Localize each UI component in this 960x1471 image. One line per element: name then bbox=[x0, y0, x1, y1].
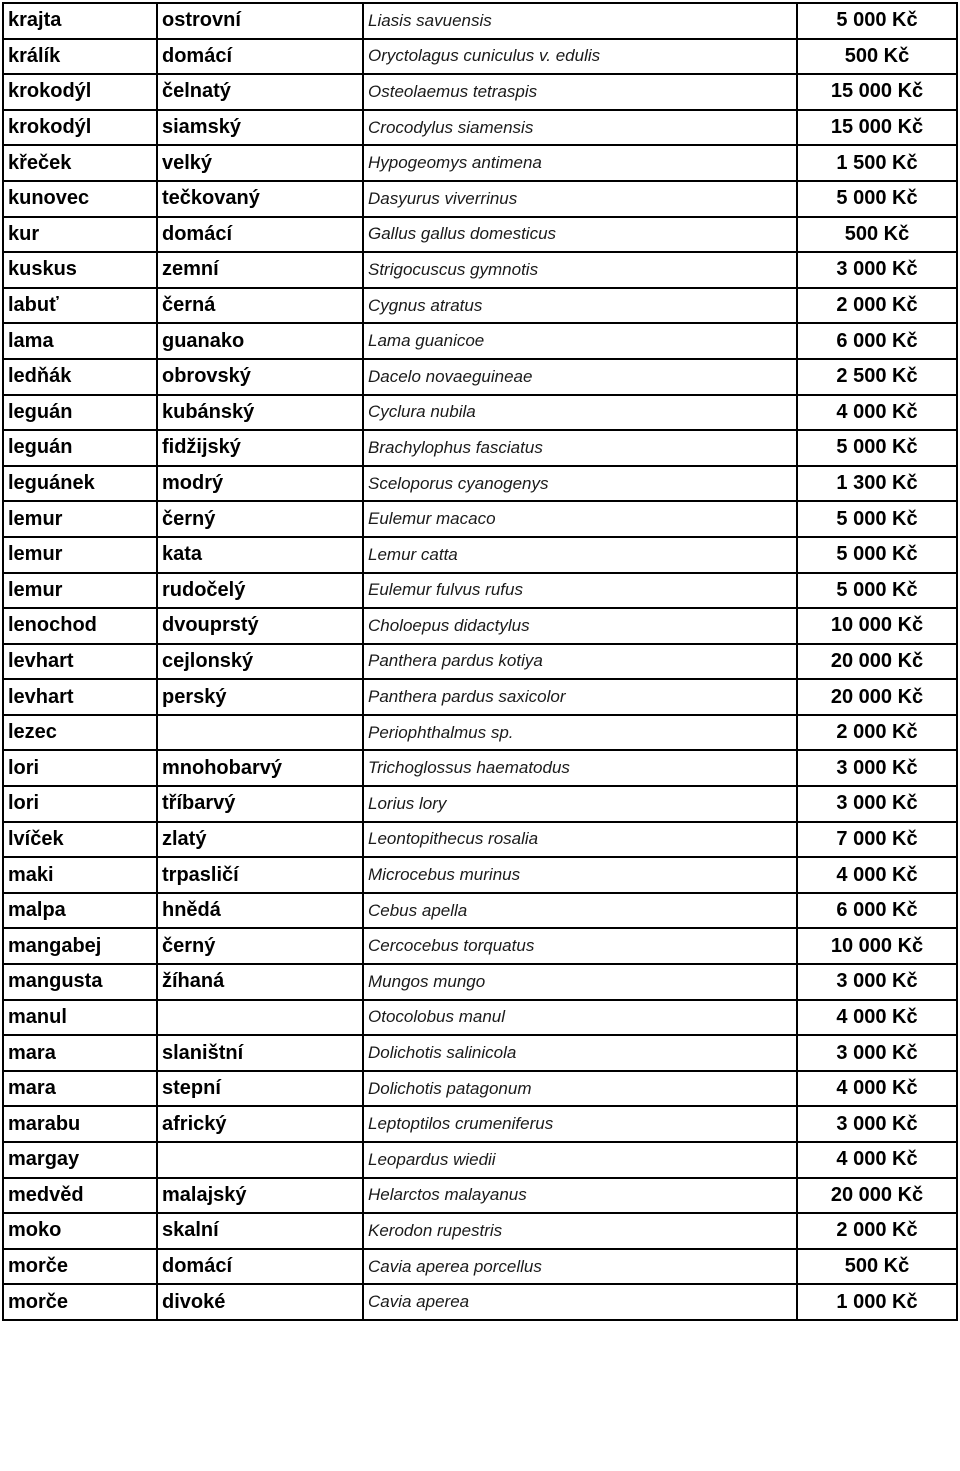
price-cell: 3 000 Kč bbox=[797, 1106, 957, 1142]
table-row bbox=[3, 181, 957, 217]
animal-adjective-cell: černý bbox=[157, 501, 363, 537]
table-row bbox=[3, 74, 957, 110]
animal-name-cell: lvíček bbox=[3, 822, 157, 858]
table-row bbox=[3, 1178, 957, 1214]
latin-name-cell: Cygnus atratus bbox=[363, 288, 797, 324]
price-cell: 3 000 Kč bbox=[797, 252, 957, 288]
table-row bbox=[3, 1071, 957, 1107]
latin-name-cell: Liasis savuensis bbox=[363, 3, 797, 39]
animal-name-cell: mangusta bbox=[3, 964, 157, 1000]
animal-adjective-cell: černý bbox=[157, 928, 363, 964]
latin-name-cell: Kerodon rupestris bbox=[363, 1213, 797, 1249]
table-row bbox=[3, 1284, 957, 1320]
table-row bbox=[3, 893, 957, 929]
table-row bbox=[3, 822, 957, 858]
animal-name-cell: lori bbox=[3, 786, 157, 822]
price-cell: 3 000 Kč bbox=[797, 1035, 957, 1071]
price-cell: 6 000 Kč bbox=[797, 893, 957, 929]
price-cell: 5 000 Kč bbox=[797, 501, 957, 537]
table-row bbox=[3, 288, 957, 324]
price-cell: 1 300 Kč bbox=[797, 466, 957, 502]
animal-adjective-cell: hnědá bbox=[157, 893, 363, 929]
price-cell: 3 000 Kč bbox=[797, 786, 957, 822]
animal-adjective-cell: obrovský bbox=[157, 359, 363, 395]
latin-name-cell: Leptoptilos crumeniferus bbox=[363, 1106, 797, 1142]
price-cell: 5 000 Kč bbox=[797, 573, 957, 609]
latin-name-cell: Brachylophus fasciatus bbox=[363, 430, 797, 466]
price-cell: 20 000 Kč bbox=[797, 644, 957, 680]
latin-name-cell: Hypogeomys antimena bbox=[363, 145, 797, 181]
animal-adjective-cell: čelnatý bbox=[157, 74, 363, 110]
price-cell: 15 000 Kč bbox=[797, 74, 957, 110]
price-cell: 500 Kč bbox=[797, 1249, 957, 1285]
animal-adjective-cell: rudočelý bbox=[157, 573, 363, 609]
price-cell: 1 000 Kč bbox=[797, 1284, 957, 1320]
animal-adjective-cell: guanako bbox=[157, 323, 363, 359]
table-row bbox=[3, 359, 957, 395]
table-row bbox=[3, 217, 957, 253]
table-row bbox=[3, 252, 957, 288]
table-row bbox=[3, 1249, 957, 1285]
table-row bbox=[3, 1106, 957, 1142]
animal-adjective-cell: skalní bbox=[157, 1213, 363, 1249]
animal-name-cell: lori bbox=[3, 750, 157, 786]
price-cell: 500 Kč bbox=[797, 39, 957, 75]
price-cell: 4 000 Kč bbox=[797, 1000, 957, 1036]
animal-name-cell: krokodýl bbox=[3, 110, 157, 146]
price-cell: 6 000 Kč bbox=[797, 323, 957, 359]
animal-adjective-cell: kata bbox=[157, 537, 363, 573]
price-cell: 5 000 Kč bbox=[797, 430, 957, 466]
animal-adjective-cell: fidžijský bbox=[157, 430, 363, 466]
price-cell: 20 000 Kč bbox=[797, 1178, 957, 1214]
animal-name-cell: labuť bbox=[3, 288, 157, 324]
animal-adjective-cell: slaništní bbox=[157, 1035, 363, 1071]
animal-adjective-cell: velký bbox=[157, 145, 363, 181]
animal-name-cell: mangabej bbox=[3, 928, 157, 964]
animal-name-cell: křeček bbox=[3, 145, 157, 181]
table-row bbox=[3, 750, 957, 786]
latin-name-cell: Dolichotis salinicola bbox=[363, 1035, 797, 1071]
latin-name-cell: Cebus apella bbox=[363, 893, 797, 929]
animal-name-cell: lezec bbox=[3, 715, 157, 751]
animal-name-cell: marabu bbox=[3, 1106, 157, 1142]
latin-name-cell: Gallus gallus domesticus bbox=[363, 217, 797, 253]
table-row bbox=[3, 323, 957, 359]
animal-name-cell: medvěd bbox=[3, 1178, 157, 1214]
animal-name-cell: lama bbox=[3, 323, 157, 359]
table-body bbox=[3, 3, 957, 1320]
table-row bbox=[3, 1142, 957, 1178]
animal-adjective-cell: zlatý bbox=[157, 822, 363, 858]
animal-name-cell: mara bbox=[3, 1071, 157, 1107]
animal-name-cell: moko bbox=[3, 1213, 157, 1249]
price-cell: 4 000 Kč bbox=[797, 395, 957, 431]
latin-name-cell: Lorius lory bbox=[363, 786, 797, 822]
animal-name-cell: ledňák bbox=[3, 359, 157, 395]
latin-name-cell: Cavia aperea bbox=[363, 1284, 797, 1320]
table-row bbox=[3, 608, 957, 644]
animal-adjective-cell: domácí bbox=[157, 217, 363, 253]
latin-name-cell: Mungos mungo bbox=[363, 964, 797, 1000]
table-row bbox=[3, 786, 957, 822]
price-cell: 3 000 Kč bbox=[797, 964, 957, 1000]
animal-name-cell: lemur bbox=[3, 537, 157, 573]
latin-name-cell: Lama guanicoe bbox=[363, 323, 797, 359]
animal-name-cell: krajta bbox=[3, 3, 157, 39]
price-cell: 10 000 Kč bbox=[797, 608, 957, 644]
animal-name-cell: manul bbox=[3, 1000, 157, 1036]
latin-name-cell: Dasyurus viverrinus bbox=[363, 181, 797, 217]
animal-adjective-cell: africký bbox=[157, 1106, 363, 1142]
animal-adjective-cell: kubánský bbox=[157, 395, 363, 431]
price-cell: 3 000 Kč bbox=[797, 750, 957, 786]
latin-name-cell: Lemur catta bbox=[363, 537, 797, 573]
animal-adjective-cell: dvouprstý bbox=[157, 608, 363, 644]
animal-price-table bbox=[2, 2, 958, 1321]
latin-name-cell: Strigocuscus gymnotis bbox=[363, 252, 797, 288]
animal-name-cell: maki bbox=[3, 857, 157, 893]
table-row bbox=[3, 679, 957, 715]
animal-name-cell: krokodýl bbox=[3, 74, 157, 110]
animal-adjective-cell: cejlonský bbox=[157, 644, 363, 680]
table-row bbox=[3, 501, 957, 537]
latin-name-cell: Helarctos malayanus bbox=[363, 1178, 797, 1214]
animal-name-cell: morče bbox=[3, 1284, 157, 1320]
animal-adjective-cell: žíhaná bbox=[157, 964, 363, 1000]
price-cell: 4 000 Kč bbox=[797, 857, 957, 893]
animal-adjective-cell: černá bbox=[157, 288, 363, 324]
table-row bbox=[3, 573, 957, 609]
animal-adjective-cell: perský bbox=[157, 679, 363, 715]
animal-name-cell: lemur bbox=[3, 501, 157, 537]
animal-adjective-cell: malajský bbox=[157, 1178, 363, 1214]
price-cell: 2 000 Kč bbox=[797, 715, 957, 751]
animal-name-cell: leguán bbox=[3, 430, 157, 466]
price-cell: 7 000 Kč bbox=[797, 822, 957, 858]
animal-name-cell: kuskus bbox=[3, 252, 157, 288]
animal-adjective-cell bbox=[157, 1000, 363, 1036]
table-row bbox=[3, 1000, 957, 1036]
table-row bbox=[3, 39, 957, 75]
table-row bbox=[3, 715, 957, 751]
animal-name-cell: lenochod bbox=[3, 608, 157, 644]
animal-name-cell: kunovec bbox=[3, 181, 157, 217]
animal-name-cell: levhart bbox=[3, 679, 157, 715]
table-row bbox=[3, 1213, 957, 1249]
animal-adjective-cell: domácí bbox=[157, 39, 363, 75]
latin-name-cell: Otocolobus manul bbox=[363, 1000, 797, 1036]
animal-name-cell: margay bbox=[3, 1142, 157, 1178]
animal-adjective-cell: divoké bbox=[157, 1284, 363, 1320]
latin-name-cell: Eulemur fulvus rufus bbox=[363, 573, 797, 609]
price-cell: 4 000 Kč bbox=[797, 1142, 957, 1178]
table-row bbox=[3, 857, 957, 893]
animal-adjective-cell: zemní bbox=[157, 252, 363, 288]
latin-name-cell: Cyclura nubila bbox=[363, 395, 797, 431]
price-cell: 5 000 Kč bbox=[797, 537, 957, 573]
animal-name-cell: lemur bbox=[3, 573, 157, 609]
animal-name-cell: leguánek bbox=[3, 466, 157, 502]
animal-adjective-cell: stepní bbox=[157, 1071, 363, 1107]
animal-adjective-cell: mnohobarvý bbox=[157, 750, 363, 786]
price-cell: 15 000 Kč bbox=[797, 110, 957, 146]
animal-adjective-cell: tříbarvý bbox=[157, 786, 363, 822]
animal-name-cell: malpa bbox=[3, 893, 157, 929]
latin-name-cell: Crocodylus siamensis bbox=[363, 110, 797, 146]
price-cell: 10 000 Kč bbox=[797, 928, 957, 964]
animal-adjective-cell bbox=[157, 1142, 363, 1178]
table-row bbox=[3, 466, 957, 502]
latin-name-cell: Eulemur macaco bbox=[363, 501, 797, 537]
animal-adjective-cell: tečkovaný bbox=[157, 181, 363, 217]
price-cell: 2 000 Kč bbox=[797, 288, 957, 324]
price-cell: 2 500 Kč bbox=[797, 359, 957, 395]
price-cell: 2 000 Kč bbox=[797, 1213, 957, 1249]
animal-adjective-cell: modrý bbox=[157, 466, 363, 502]
animal-name-cell: levhart bbox=[3, 644, 157, 680]
latin-name-cell: Leopardus wiedii bbox=[363, 1142, 797, 1178]
table-row bbox=[3, 430, 957, 466]
latin-name-cell: Choloepus didactylus bbox=[363, 608, 797, 644]
table-row bbox=[3, 3, 957, 39]
latin-name-cell: Sceloporus cyanogenys bbox=[363, 466, 797, 502]
price-cell: 500 Kč bbox=[797, 217, 957, 253]
latin-name-cell: Periophthalmus sp. bbox=[363, 715, 797, 751]
latin-name-cell: Dolichotis patagonum bbox=[363, 1071, 797, 1107]
latin-name-cell: Panthera pardus kotiya bbox=[363, 644, 797, 680]
latin-name-cell: Leontopithecus rosalia bbox=[363, 822, 797, 858]
animal-name-cell: leguán bbox=[3, 395, 157, 431]
latin-name-cell: Dacelo novaeguineae bbox=[363, 359, 797, 395]
price-cell: 4 000 Kč bbox=[797, 1071, 957, 1107]
latin-name-cell: Cercocebus torquatus bbox=[363, 928, 797, 964]
latin-name-cell: Microcebus murinus bbox=[363, 857, 797, 893]
latin-name-cell: Trichoglossus haematodus bbox=[363, 750, 797, 786]
table-row bbox=[3, 1035, 957, 1071]
latin-name-cell: Oryctolagus cuniculus v. edulis bbox=[363, 39, 797, 75]
animal-adjective-cell bbox=[157, 715, 363, 751]
animal-name-cell: mara bbox=[3, 1035, 157, 1071]
price-cell: 20 000 Kč bbox=[797, 679, 957, 715]
animal-adjective-cell: ostrovní bbox=[157, 3, 363, 39]
table-row bbox=[3, 928, 957, 964]
animal-name-cell: králík bbox=[3, 39, 157, 75]
animal-adjective-cell: trpasličí bbox=[157, 857, 363, 893]
animal-name-cell: morče bbox=[3, 1249, 157, 1285]
table-row bbox=[3, 537, 957, 573]
price-cell: 5 000 Kč bbox=[797, 181, 957, 217]
latin-name-cell: Panthera pardus saxicolor bbox=[363, 679, 797, 715]
price-cell: 1 500 Kč bbox=[797, 145, 957, 181]
table-row bbox=[3, 145, 957, 181]
table-row bbox=[3, 395, 957, 431]
table-row bbox=[3, 110, 957, 146]
price-cell: 5 000 Kč bbox=[797, 3, 957, 39]
table-row bbox=[3, 644, 957, 680]
animal-name-cell: kur bbox=[3, 217, 157, 253]
latin-name-cell: Osteolaemus tetraspis bbox=[363, 74, 797, 110]
animal-adjective-cell: siamský bbox=[157, 110, 363, 146]
table-row bbox=[3, 964, 957, 1000]
latin-name-cell: Cavia aperea porcellus bbox=[363, 1249, 797, 1285]
animal-adjective-cell: domácí bbox=[157, 1249, 363, 1285]
